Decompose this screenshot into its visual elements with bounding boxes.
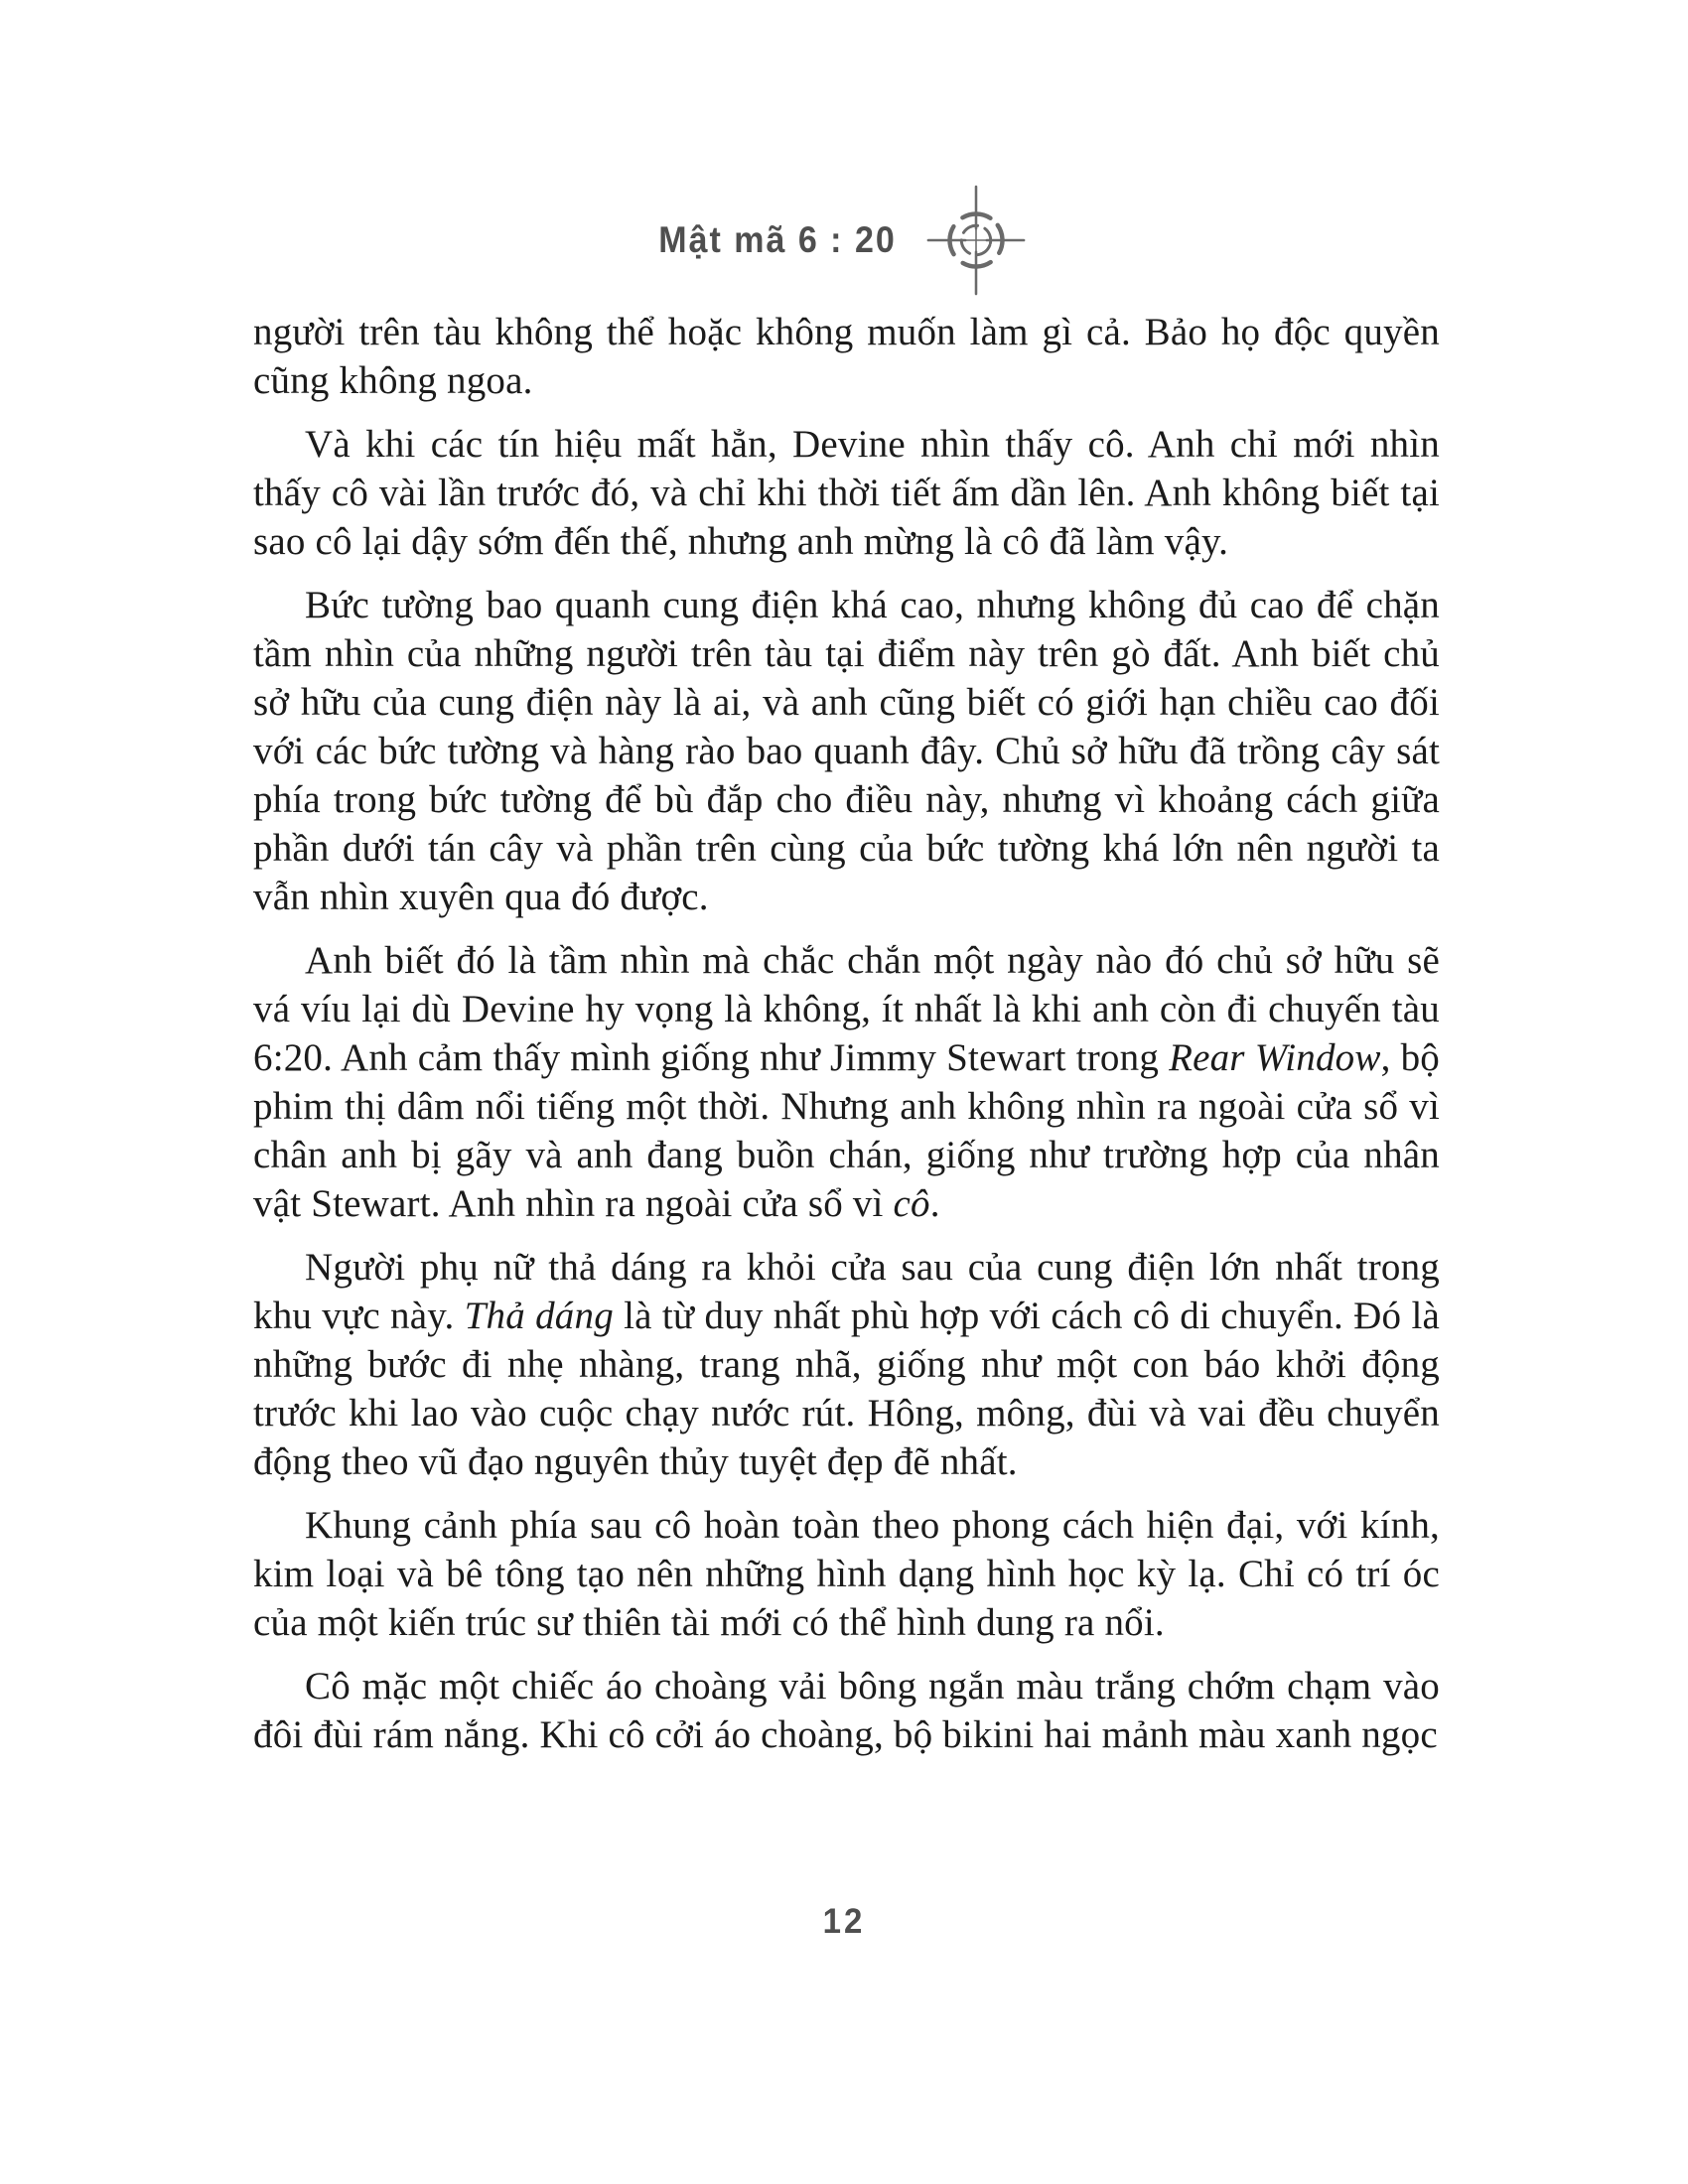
running-header — [0, 184, 1688, 298]
page-number: 12 — [822, 1900, 866, 1941]
paragraph — [253, 936, 1440, 1228]
text-segment: Khung cảnh phía sau cô hoàn toàn theo phong cách hiện đại, với kính, kim loại và bê tông tạo nên những hình dạng hình học kỳ lạ. Chỉ có trí óc của một kiến trúc sư thiên tài mới có thể hình dung ra nổi. — [253, 1504, 1440, 1644]
text-segment: Cô mặc một chiếc áo choàng vải bông ngắn màu trắng chớm chạm vào đôi đùi rám nắng. Khi cô cởi áo choàng, bộ bikini hai mảnh màu xanh ngọc — [253, 1665, 1440, 1756]
paragraph — [253, 308, 1440, 405]
book-title-header: Mật mã 6 : 20 — [658, 219, 897, 261]
page-body — [253, 308, 1440, 1774]
page-footer — [0, 1902, 1688, 1940]
paragraph — [253, 1243, 1440, 1486]
text-segment: Và khi các tín hiệu mất hẳn, Devine nhìn thấy cô. Anh chỉ mới nhìn thấy cô vài lần trước đó, và chỉ khi thời tiết ấm dần lên. Anh không biết tại sao cô lại dậy sớm đến thế, nhưng anh mừng là cô đã làm vậy. — [253, 423, 1440, 563]
text-segment: Bức tường bao quanh cung điện khá cao, nhưng không đủ cao để chặn tầm nhìn của những người trên tàu tại điểm này trên gò đất. Anh biết chủ sở hữu của cung điện này là ai, và anh cũng biết có giới hạn chiều cao đối với các bức tường và hàng rào bao quanh đây. Chủ sở hữu đã trồng cây sát phía trong bức tường để bù đắp cho điều này, nhưng vì khoảng cách giữa phần dưới tán cây và phần trên cùng của bức tường khá lớn nên người ta vẫn nhìn xuyên qua đó được. — [253, 584, 1440, 918]
paragraph — [253, 420, 1440, 566]
paragraph — [253, 581, 1440, 921]
text-segment: , bộ phim thị dâm nổi tiếng một thời. Nhưng anh không nhìn ra ngoài cửa sổ vì chân anh bị gãy và anh đang buồn chán, giống như trường hợp của nhân vật Stewart. Anh nhìn ra ngoài cửa sổ vì — [253, 1036, 1440, 1225]
paragraph — [253, 1662, 1440, 1759]
text-segment: Người phụ nữ thả dáng ra khỏi cửa sau của cung điện lớn nhất trong khu vực này. — [253, 1246, 1440, 1337]
italic-text-segment: Thả dáng — [464, 1295, 614, 1337]
text-segment: . — [929, 1182, 940, 1225]
italic-text-segment: Rear Window — [1169, 1036, 1381, 1079]
italic-text-segment: cô — [893, 1182, 930, 1225]
paragraph — [253, 1501, 1440, 1647]
text-segment: là từ duy nhất phù hợp với cách cô di chuyển. Đó là những bước đi nhẹ nhàng, trang nhã, giống như một con báo khởi động trước khi lao vào cuộc chạy nước rút. Hông, mông, đùi và vai đều chuyển động theo vũ đạo nguyên thủy tuyệt đẹp đẽ nhất. — [253, 1295, 1440, 1483]
crosshair-reticle-icon — [922, 184, 1030, 298]
text-segment: Anh biết đó là tầm nhìn mà chắc chắn một ngày nào đó chủ sở hữu sẽ vá víu lại dù Devine hy vọng là không, ít nhất là khi anh còn đi chuyến tàu 6:20. Anh cảm thấy mình giống như Jimmy Stewart trong — [253, 939, 1440, 1079]
text-segment: người trên tàu không thể hoặc không muốn làm gì cả. Bảo họ độc quyền cũng không ngoa. — [253, 311, 1440, 402]
